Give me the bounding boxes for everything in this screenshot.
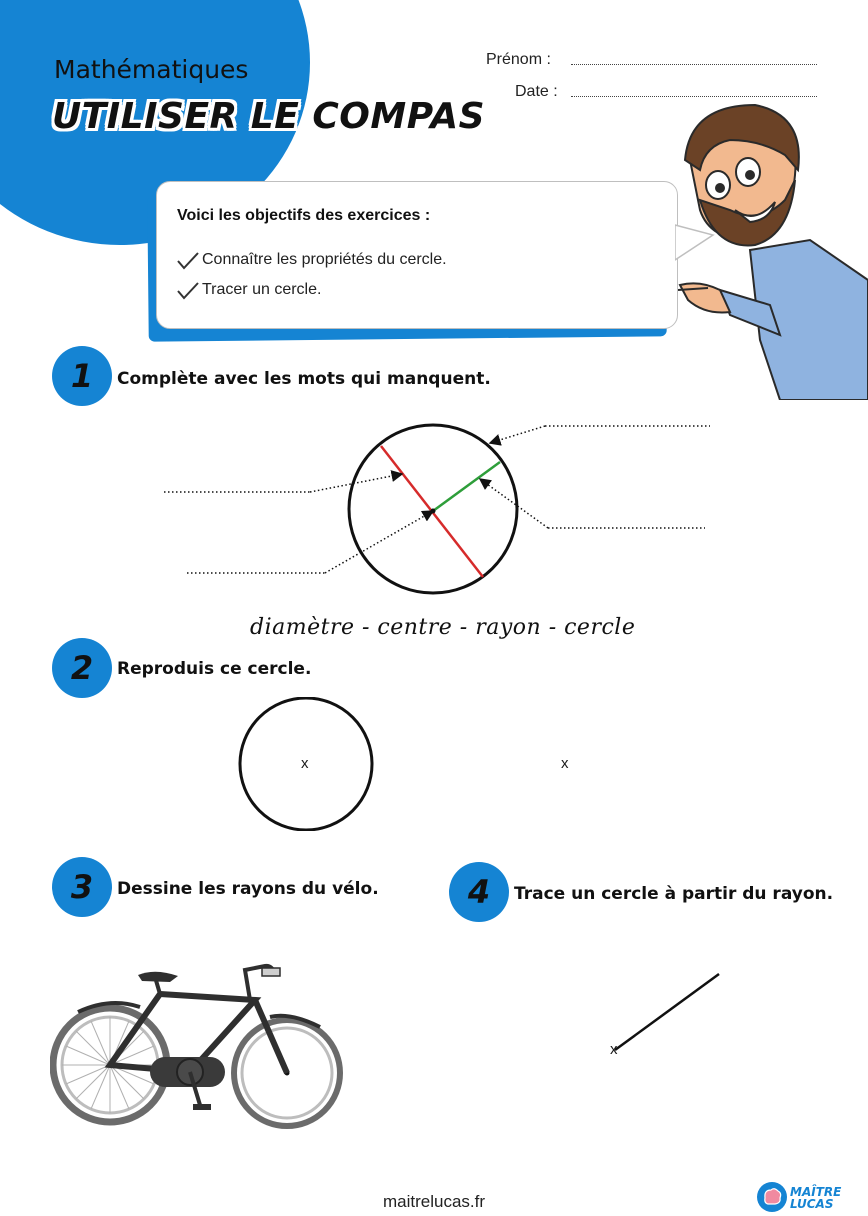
objective-item: Tracer un cercle. [202,281,322,298]
checkmark-icon [176,251,200,271]
objectives-heading: Voici les objectifs des exercices : [177,207,431,224]
footer-website[interactable]: maitrelucas.fr [382,1192,486,1211]
brand-line-1: MAÎTRE [790,1185,842,1199]
exercise-1-instruction: Complète avec les mots qui manquent. [117,369,491,389]
target-center-mark[interactable]: x [561,755,569,772]
date-label: Date : [515,83,558,100]
brain-logo-icon [756,1181,788,1213]
model-center-mark: x [301,755,309,772]
exercise-4-badge: 4 [449,862,509,922]
firstname-field[interactable] [571,64,817,65]
objective-item: Connaître les propriétés du cercle. [202,251,447,268]
checkmark-icon [176,281,200,301]
exercise-3-badge: 3 [52,857,112,917]
exercise-4-instruction: Trace un cercle à partir du rayon. [514,884,834,904]
exercise-2-instruction: Reproduis ce cercle. [117,659,312,679]
page-title: UTILISER LE COMPAS [52,96,486,137]
circle-diagram [150,410,730,610]
bubble-tail-icon [668,215,718,275]
exercise-3-instruction: Dessine les rayons du vélo. [117,879,379,899]
brand-line-2: LUCAS [790,1197,834,1211]
exercise-1-badge: 1 [52,346,112,406]
bicycle-illustration [50,962,350,1134]
firstname-label: Prénom : [486,51,551,68]
word-bank: diamètre - centre - rayon - cercle [250,615,636,640]
date-field[interactable] [571,96,817,97]
radius-start-mark[interactable]: x [610,1041,618,1058]
radius-segment [605,970,725,1060]
brand-logo-text [790,1186,841,1210]
diagram-radius [433,462,500,511]
subject-label: Mathématiques [54,55,249,84]
exercise-2-badge: 2 [52,638,112,698]
